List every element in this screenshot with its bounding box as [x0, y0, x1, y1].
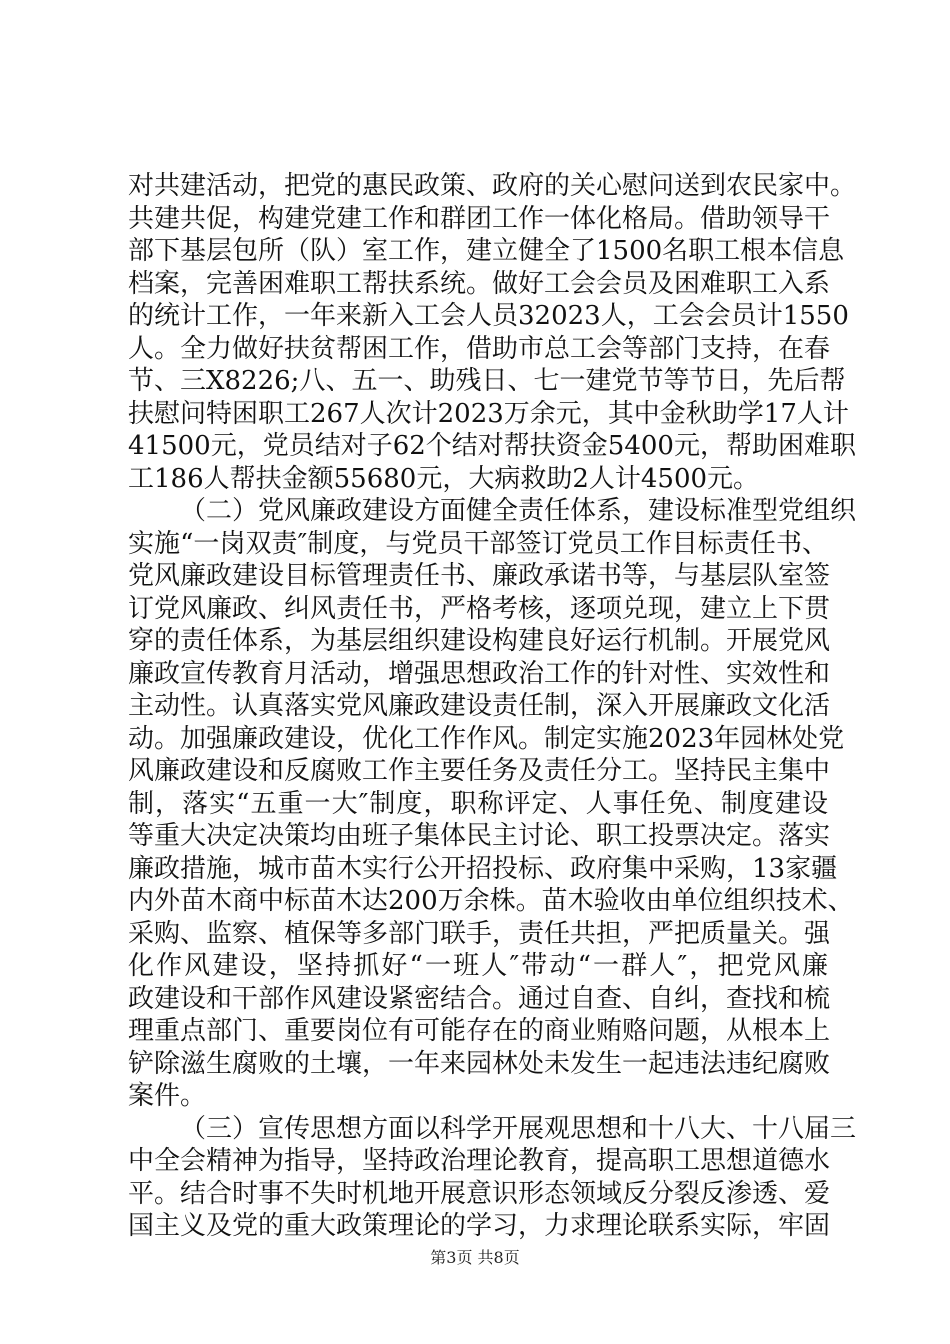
- paragraph-3: [128, 1113, 857, 1243]
- text-line: 理重点部门、重要岗位有可能存在的商业贿赂问题，从根本上: [128, 1016, 831, 1046]
- text-line: 中全会精神为指导，坚持政治理论教育，提高职工思想道德水: [128, 1146, 831, 1176]
- text-line: 档案，完善困难职工帮扶系统。做好工会会员及困难职工入系: [128, 268, 831, 299]
- text-line: 的统计工作，一年来新入工会人员32023人，工会会员计1550: [128, 301, 849, 331]
- text-line: 扶慰问特困职工267人次计2023万余元，其中金秋助学17人计: [128, 398, 849, 429]
- paragraph-2: [128, 495, 857, 1113]
- page-footer: [0, 1245, 950, 1268]
- text-line: 平。结合时事不失时机地开展意识形态领域反分裂反渗透、爱: [128, 1178, 831, 1209]
- text-line: 铲除滋生腐败的土壤，一年来园林处未发生一起违法违纪腐败: [128, 1048, 831, 1079]
- text-line: 风廉政建设和反腐败工作主要任务及责任分工。坚持民主集中: [128, 756, 831, 786]
- text-line: 人。全力做好扶贫帮困工作，借助市总工会等部门支持，在春: [128, 333, 831, 364]
- text-line: （三）宣传思想方面以科学开展观思想和十八大、十八届三: [180, 1113, 857, 1144]
- text-line: 共建共促，构建党建工作和群团工作一体化格局。借助领导干: [128, 203, 831, 234]
- text-line: 主动性。认真落实党风廉政建设责任制，深入开展廉政文化活: [128, 691, 831, 721]
- text-line: 廉政宣传教育月活动，增强思想政治工作的针对性、实效性和: [128, 658, 831, 689]
- text-line: 动。加强廉政建设，优化工作作风。制定实施2023年园林处党: [128, 723, 845, 754]
- text-line: （二）党风廉政建设方面健全责任体系，建设标准型党组织: [180, 496, 857, 526]
- text-line: 工186人帮扶金额55680元，大病救助2人计4500元。: [128, 463, 760, 494]
- text-line: 节、三X8226;八、五一、助残日、七一建党节等节日，先后帮: [128, 366, 846, 396]
- text-line: 穿的责任体系，为基层组织建设构建良好运行机制。开展党风: [128, 626, 831, 656]
- text-line: 国主义及党的重大政策理论的学习，力求理论联系实际，牢固: [128, 1211, 831, 1241]
- text-line: 案件。: [128, 1081, 207, 1111]
- document-body: [128, 170, 857, 1243]
- text-line: 化作风建设，坚持抓好“一班人″带动“一群人″，把党风廉: [128, 951, 828, 981]
- text-line: 内外苗木商中标苗木达200万余株。苗木验收由单位组织技术、: [128, 886, 854, 916]
- text-line: 对共建活动，把党的惠民政策、政府的关心慰问送到农民家中。: [128, 171, 857, 201]
- page-number-label: 第3页 共8页: [430, 1248, 520, 1267]
- paragraph-1: [128, 170, 857, 495]
- text-line: 部下基层包所（队）室工作，建立健全了1500名职工根本信息: [128, 236, 845, 266]
- text-line: 等重大决定决策均由班子集体民主讨论、职工投票决定。落实: [128, 821, 831, 851]
- text-line: 政建设和干部作风建设紧密结合。通过自查、自纠，查找和梳: [128, 983, 831, 1014]
- text-line: 廉政措施，城市苗木实行公开招投标、政府集中采购，13家疆: [128, 853, 838, 884]
- text-line: 订党风廉政、纠风责任书，严格考核，逐项兑现，建立上下贯: [128, 593, 831, 624]
- text-line: 实施“一岗双责″制度，与党员干部签订党员工作目标责任书、: [128, 528, 828, 559]
- text-line: 制，落实“五重一大″制度，职称评定、人事任免、制度建设: [128, 788, 828, 819]
- text-line: 41500元，党员结对子62个结对帮扶资金5400元，帮助困难职: [128, 431, 856, 461]
- text-line: 采购、监察、植保等多部门联手，责任共担，严把质量关。强: [128, 918, 831, 949]
- text-line: 党风廉政建设目标管理责任书、廉政承诺书等，与基层队室签: [128, 561, 831, 591]
